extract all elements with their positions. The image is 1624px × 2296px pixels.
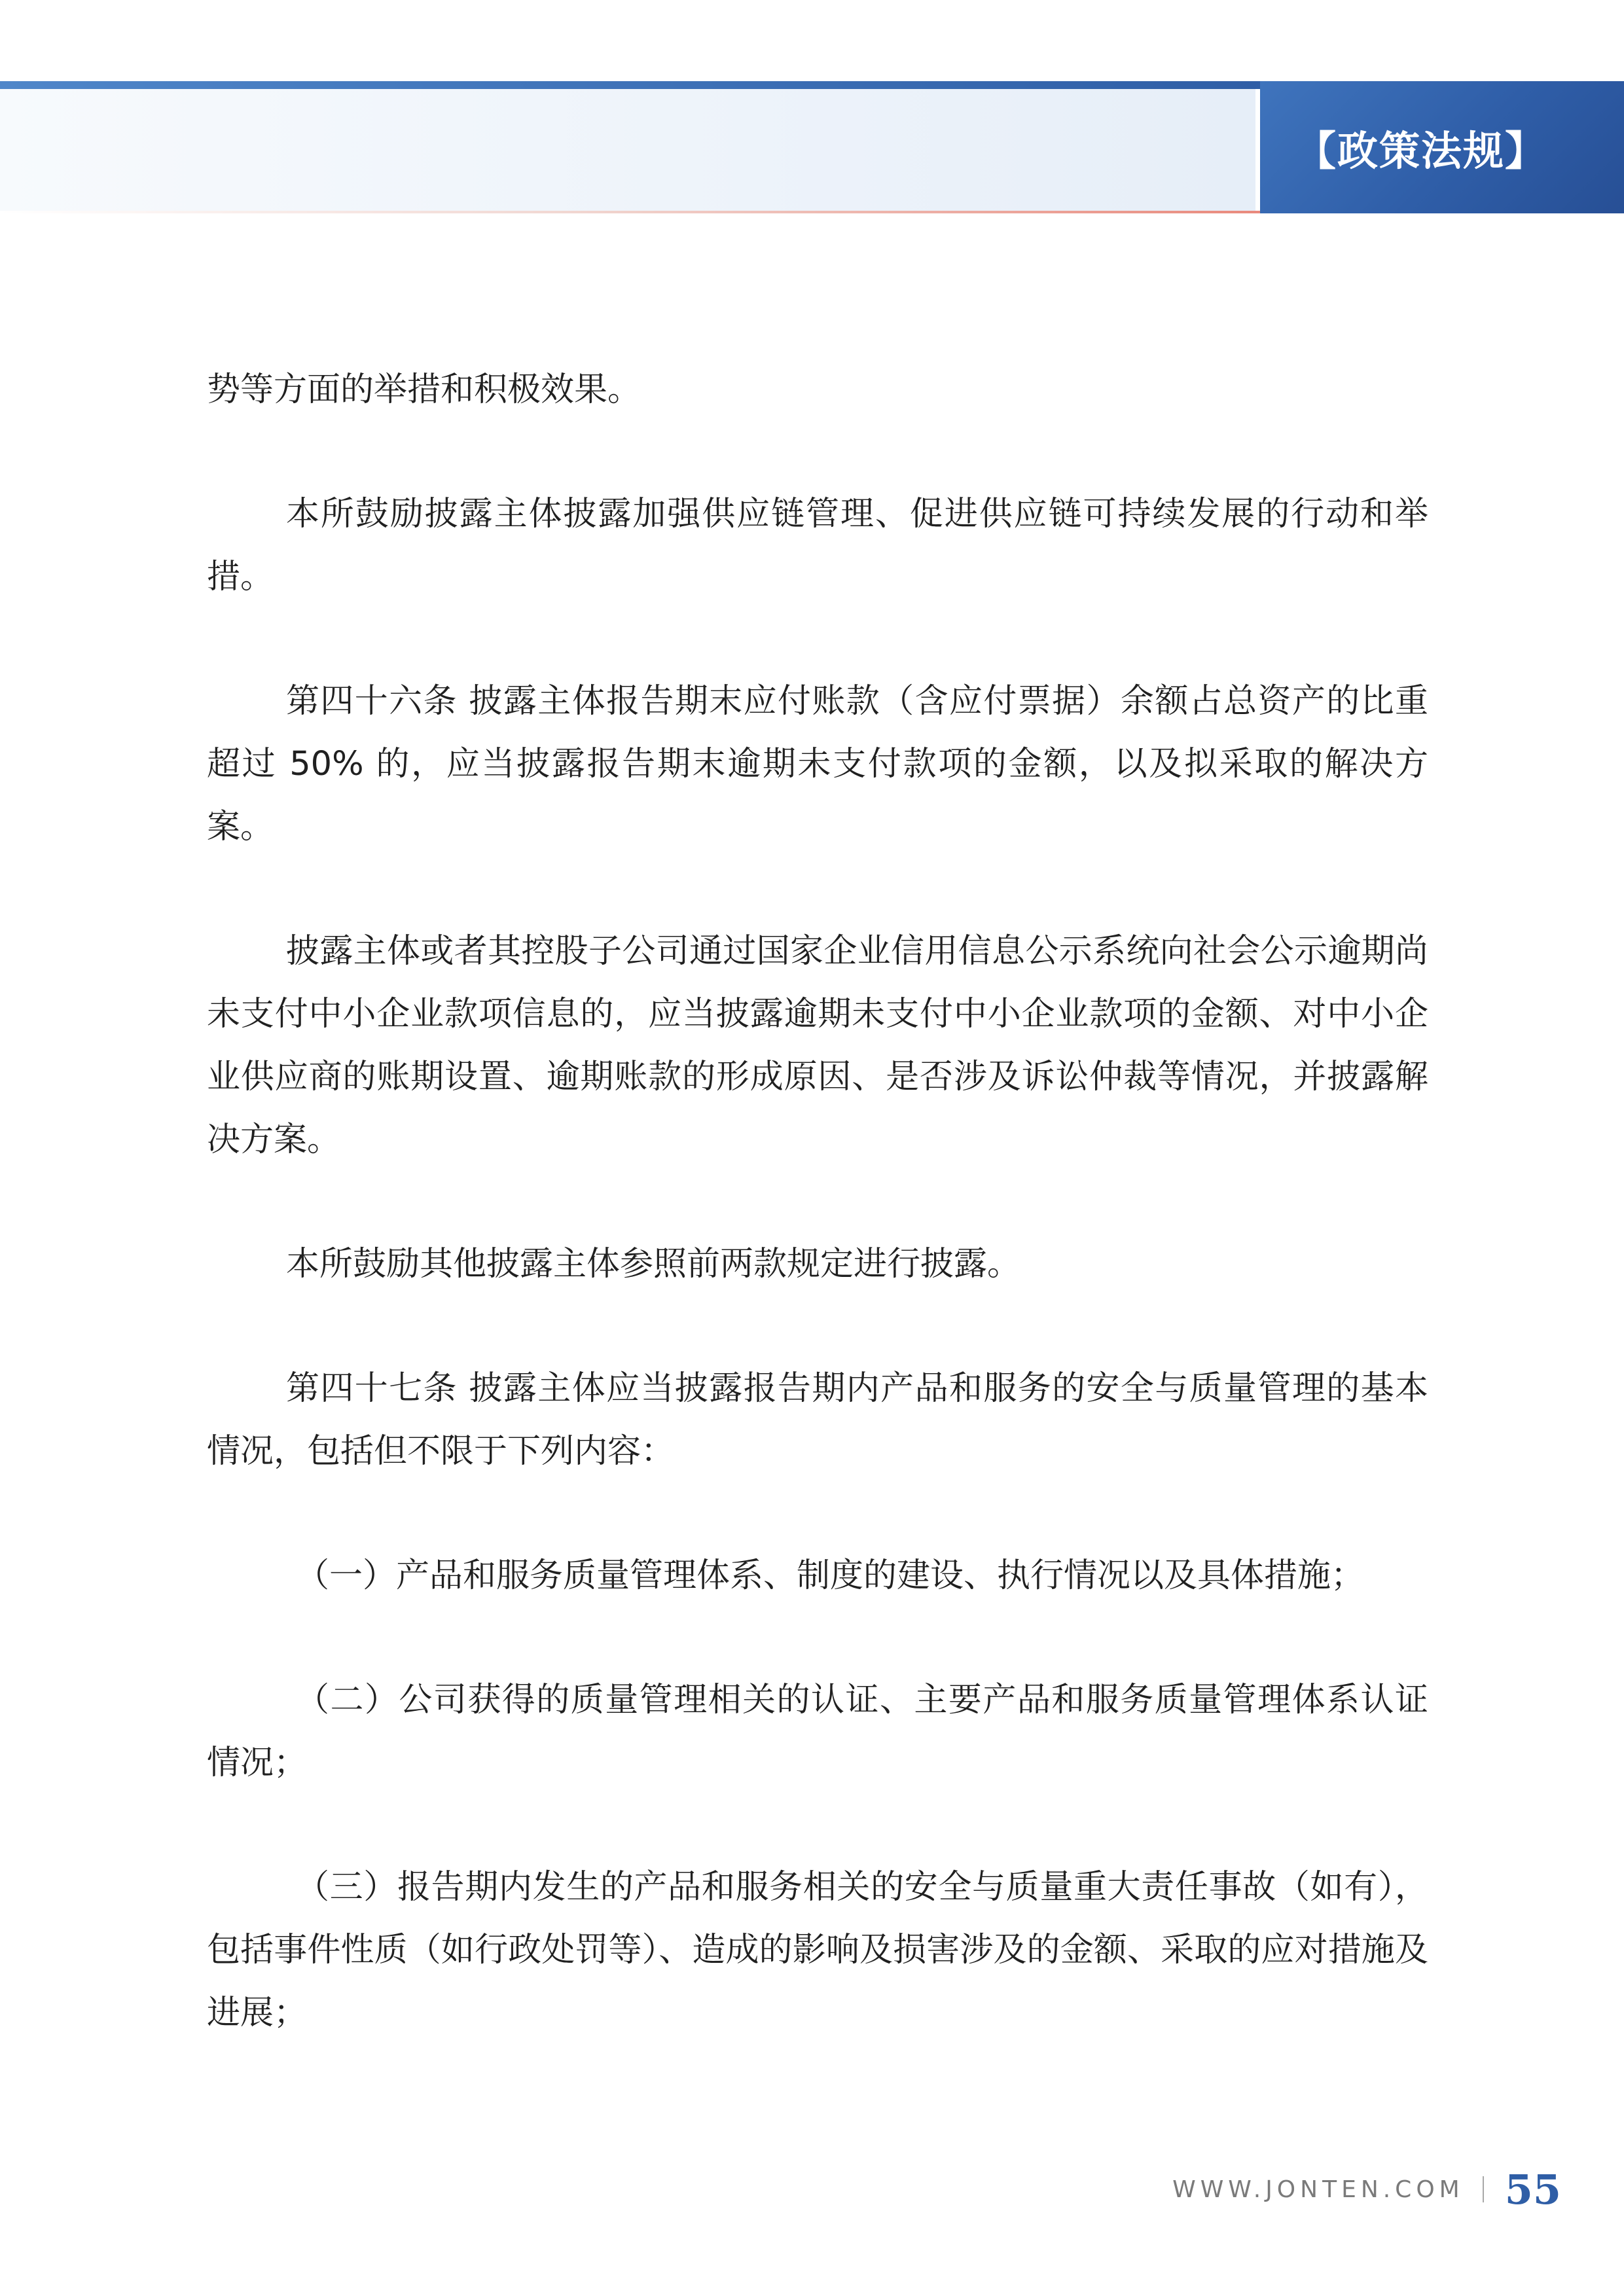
footer-website: WWW.JONTEN.COM [1172, 2176, 1464, 2203]
paragraph: 本所鼓励其他披露主体参照前两款规定进行披露。 [286, 1245, 1021, 1283]
paragraph-article-47: 第四十七条 披露主体应当披露报告期内产品和服务的安全与质量管理的基本情况，包括但不限于下列内容： [207, 1369, 1428, 1471]
header-band [0, 89, 1255, 211]
document-body [207, 359, 1428, 2106]
paragraph: 势等方面的举措和积极效果。 [207, 370, 641, 409]
list-item: （一）产品和服务质量管理体系、制度的建设、执行情况以及具体措施； [296, 1556, 1365, 1595]
list-item: （二）公司获得的质量管理相关的认证、主要产品和服务质量管理体系认证情况； [207, 1681, 1428, 1782]
header-top-rule [0, 81, 1260, 89]
paragraph-article-46: 第四十六条 披露主体报告期末应付账款（含应付票据）余额占总资产的比重超过 50% 的，应当披露报告期末逾期未支付款项的金额，以及拟采取的解决方案。 [207, 682, 1428, 846]
page-footer [1172, 2163, 1561, 2215]
section-tag [1260, 81, 1624, 213]
paragraph: 披露主体或者其控股子公司通过国家企业信用信息公示系统向社会公示逾期尚未支付中小企业款项信息的，应当披露逾期未支付中小企业款项的金额、对中小企业供应商的账期设置、逾期账款的形成原因、是否涉及诉讼仲裁等情况，并披露解决方案。 [207, 932, 1428, 1159]
list-item: （三）报告期内发生的产品和服务相关的安全与质量重大责任事故（如有），包括事件性质（如行政处罚等）、造成的影响及损害涉及的金额、采取的应对措施及进展； [207, 1868, 1428, 2032]
page-number: 55 [1504, 2165, 1561, 2214]
header-underline [0, 211, 1260, 213]
section-tag-label: 【政策法规】 [1295, 126, 1547, 175]
paragraph: 本所鼓励披露主体披露加强供应链管理、促进供应链可持续发展的行动和举措。 [207, 495, 1428, 596]
footer-divider [1483, 2176, 1484, 2202]
